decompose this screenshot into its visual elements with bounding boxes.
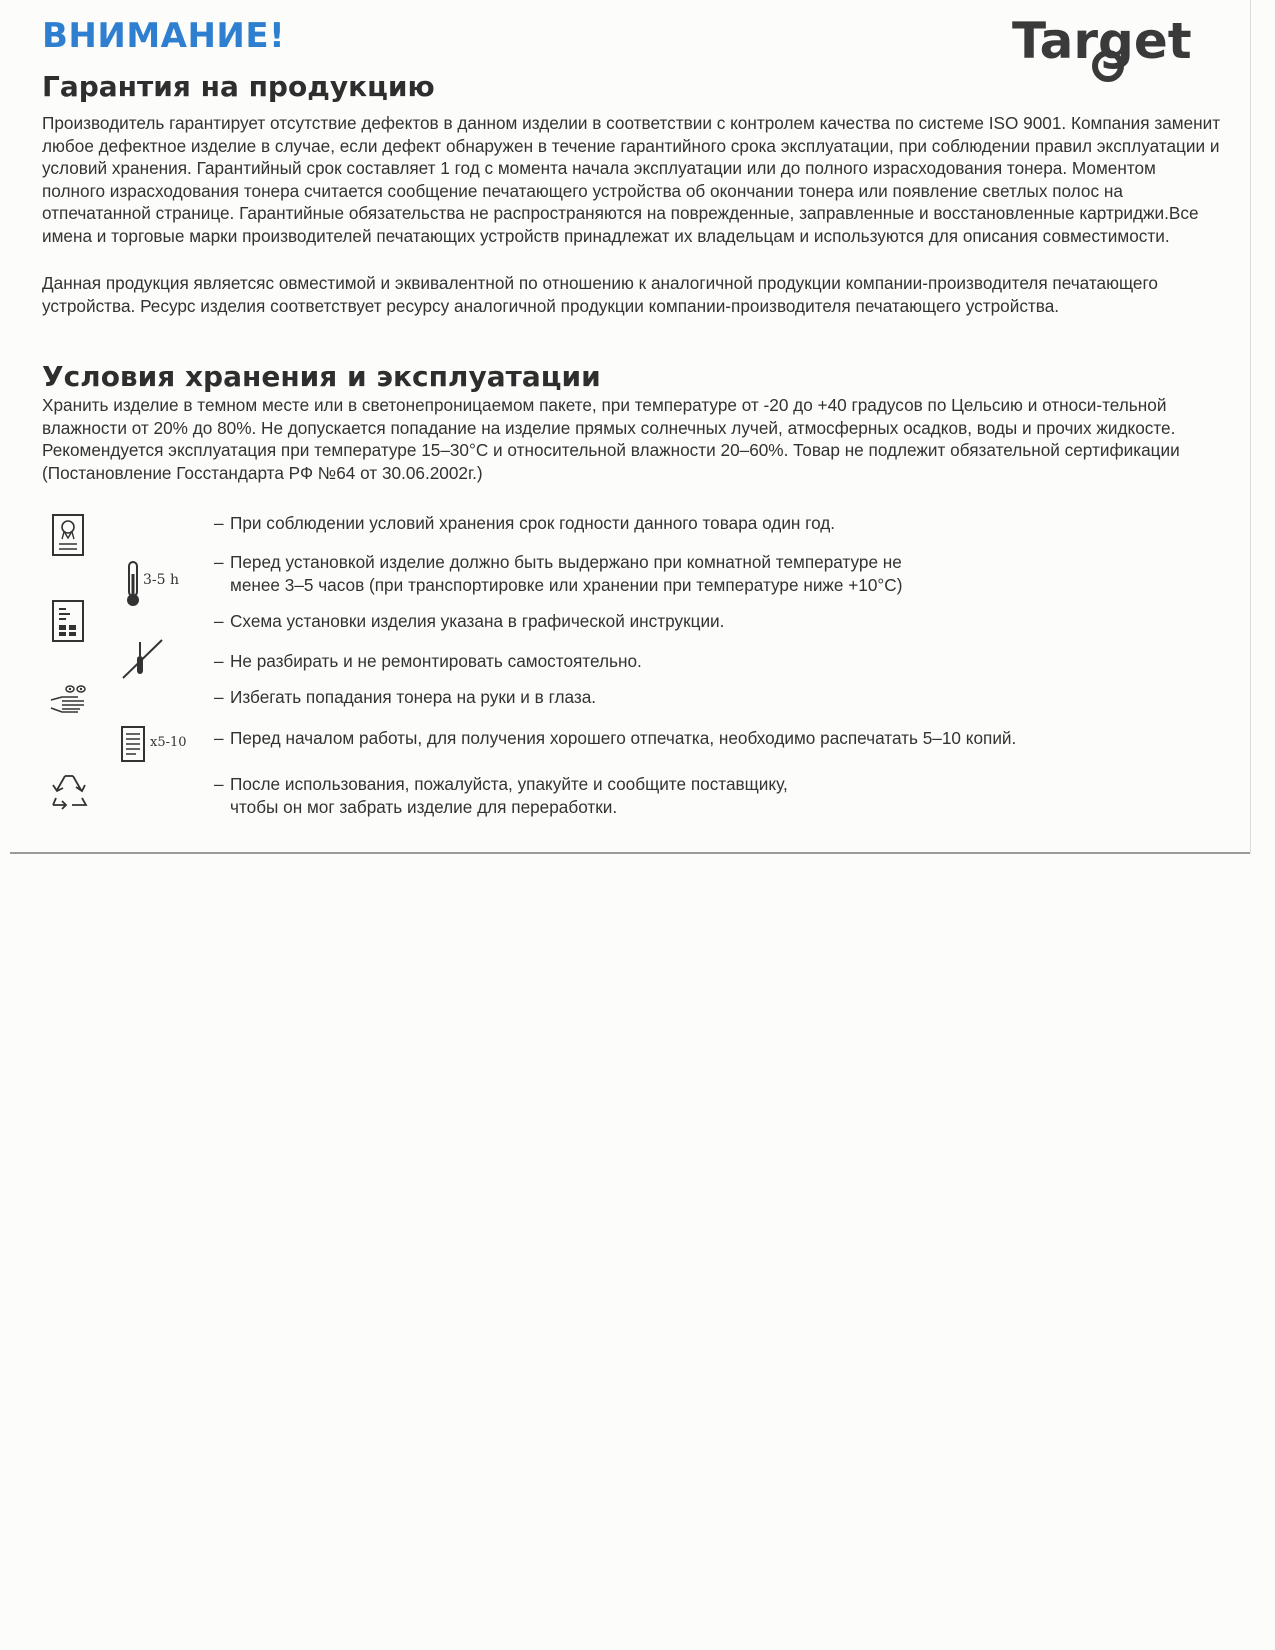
instruction-item: – После использования, пожалуйста, упакуйте и сообщите поставщику, чтобы он мог забрать изделие для переработки. xyxy=(214,774,788,817)
no-disassembly-icon xyxy=(120,636,166,682)
print-copies-icon xyxy=(121,726,145,762)
print-copies-icon-label: x5-10 xyxy=(150,735,187,750)
target-logo xyxy=(1012,6,1202,86)
storage-paragraph: Хранить изделие в темном месте или в светонепроницаемом пакете, при температуре от -20 до +40 градусов по Цельсию и относи-тельной влажности от 20% до 80%. Не допускается попадание на изделие прямых солнечных лучей, атмосферных осадков, воды и прочих жидкосте. Рекомендуется эксплуатация при температуре 15–30°С и относительной влажности 20–60%. Товар не подлежит обязательной сертификации (Постановление Госстандарта РФ №64 от 30.06.2002г.) xyxy=(42,395,1180,483)
attention-heading: ВНИМАНИЕ! xyxy=(42,16,286,56)
warranty-heading: Гарантия на продукцию xyxy=(42,70,435,103)
instruction-item: – Не разбирать и не ремонтировать самостоятельно. xyxy=(214,651,642,671)
certificate-icon xyxy=(52,514,84,556)
warranty-paragraph-2: Данная продукция являетсяс овместимой и эквивалентной по отношению к аналогичной продукции компании-производителя печатающего устройства. Ресурс изделия соответствует ресурсу аналогичной продукции компании-производителя печатающего устройства. xyxy=(42,273,1158,316)
thermometer-icon-label: 3-5 h xyxy=(143,572,180,588)
storage-heading: Условия хранения и эксплуатации xyxy=(42,360,601,393)
instruction-item: – Схема установки изделия указана в графической инструкции. xyxy=(214,611,725,631)
thermometer-icon xyxy=(124,560,142,608)
sheet-bottom-edge xyxy=(10,852,1250,854)
instruction-item: – Перед началом работы, для получения хорошего отпечатка, необходимо распечатать 5–10 копий. xyxy=(214,728,1017,748)
instruction-item: – Избегать попадания тонера на руки и в глаза. xyxy=(214,687,597,707)
installation-scheme-icon xyxy=(52,600,84,642)
logo-text: Target xyxy=(1012,12,1192,70)
warranty-paragraph-1: Производитель гарантирует отсутствие дефектов в данном изделии в соответствии с контролем качества по системе ISO 9001. Компания заменит любое дефектное изделие в случае, если дефект обнаружен в течение гарантийного срока эксплуатации, при соблюдении правил эксплуатации и условий хранения. Гарантийный срок составляет 1 год с момента начала эксплуатации или до полного израсходования тонера. Моментом полного израсходования тонера считается сообщение печатающего устройства об окончании тонера или появление светлых полос на отпечатанной странице. Гарантийные обязательства не распространяются на поврежденные, заправленные и восстановленные картриджи.Все имена и торговые марки производителей печатающих устройств принадлежат их владельцам и используются для описания совместимости. xyxy=(42,113,1221,246)
instruction-item: – При соблюдении условий хранения срок годности данного товара один год. xyxy=(214,513,836,533)
hands-eyes-icon xyxy=(50,684,92,714)
instruction-item: – Перед установкой изделие должно быть выдержано при комнатной температуре не менее 3–5 часов (при транспортировке или хранении при температуре ниже +10°С) xyxy=(214,552,903,595)
recycle-icon xyxy=(48,772,90,810)
